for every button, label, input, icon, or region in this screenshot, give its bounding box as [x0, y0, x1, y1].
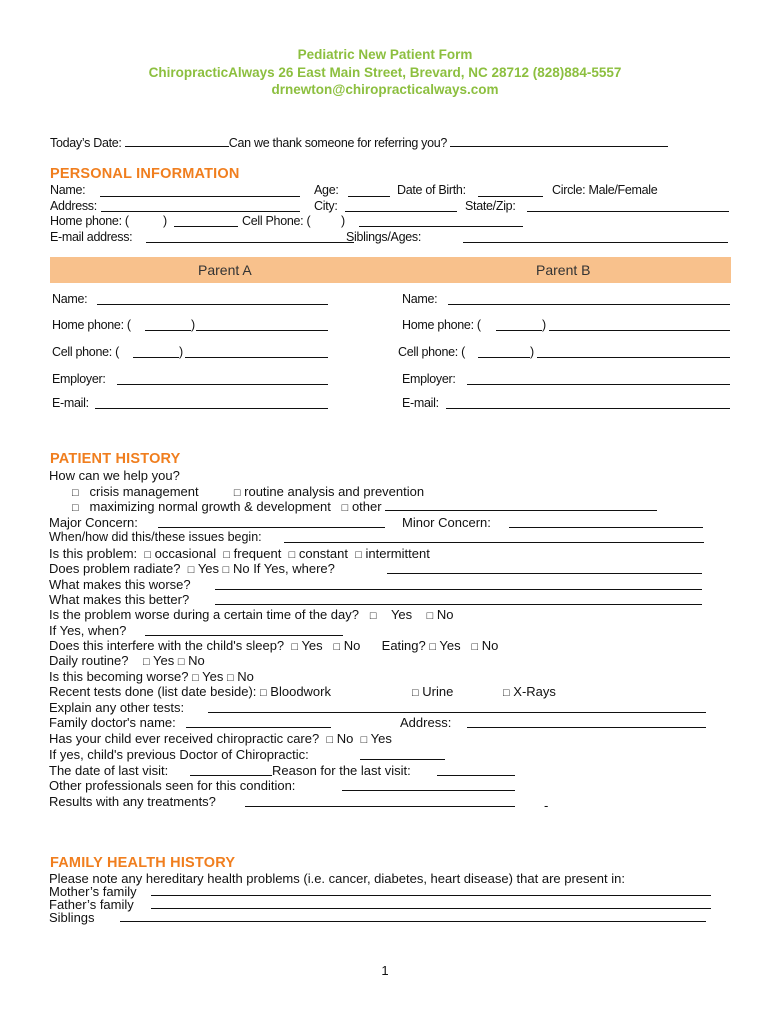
city-field[interactable] [345, 200, 457, 212]
parent-b-cell-area-field[interactable] [478, 346, 530, 358]
parent-a-employer-field[interactable] [117, 373, 328, 385]
parent-b-name-label: Name: [402, 292, 438, 306]
time-no-checkbox[interactable]: □ [426, 610, 434, 622]
worse-yes-label: Yes [202, 669, 224, 684]
todays-date-row [50, 135, 668, 150]
minor-concern-label: Minor Concern: [402, 515, 491, 530]
state-zip-field[interactable] [527, 200, 729, 212]
xrays-option [503, 684, 556, 701]
parent-b-name-field[interactable] [448, 293, 730, 305]
parent-b-home-phone-field[interactable] [549, 319, 730, 331]
state-zip-label: State/Zip: [465, 199, 516, 213]
home-phone-field[interactable] [174, 215, 238, 227]
parent-b-cell-phone-field[interactable] [537, 346, 730, 358]
other-field[interactable] [385, 499, 657, 511]
parent-a-home-area-field[interactable] [145, 319, 191, 331]
doctor-address-label: Address: [400, 715, 452, 730]
cell-phone-label: Cell Phone: ( [242, 214, 311, 228]
parent-a-cell-area-field[interactable] [133, 346, 179, 358]
dob-label: Date of Birth: [397, 183, 466, 197]
patient-history-heading: PATIENT HISTORY [50, 451, 181, 467]
last-visit-label: The date of last visit: [49, 763, 169, 778]
siblings-field[interactable] [463, 231, 728, 243]
address-field[interactable] [101, 200, 300, 212]
frequent-checkbox[interactable]: □ [223, 549, 230, 561]
time-of-day-label: Is the problem worse during a certain time of the day? [49, 607, 359, 622]
major-concern-field[interactable] [158, 516, 385, 528]
prev-doctor-label: If yes, child's previous Doctor of Chiropractic: [49, 747, 309, 762]
parent-a-home-phone-label: Home phone: ( [52, 318, 131, 332]
problem-label: Is this problem: [49, 546, 138, 561]
routine-label: routine analysis and prevention [244, 484, 425, 499]
worse-field[interactable] [215, 578, 702, 590]
todays-date-field[interactable] [125, 135, 229, 147]
parent-b-email-field[interactable] [446, 397, 730, 409]
mother-family-label: Mother’s family [49, 884, 137, 899]
referral-label: Can we thank someone for referring you? [228, 136, 448, 150]
parent-a-employer-label: Employer: [52, 372, 106, 386]
frequent-label: frequent [233, 546, 282, 561]
occasional-label: occasional [154, 546, 217, 561]
when-how-label: When/how did this/these issues begin: [49, 530, 262, 544]
chiro-yes-label: Yes [370, 731, 392, 746]
maximize-checkbox[interactable]: □ [72, 502, 79, 514]
parent-a-cell-close: ) [179, 345, 183, 359]
name-field[interactable] [100, 185, 300, 197]
other-pros-label: Other professionals seen for this condition: [49, 778, 296, 793]
parent-a-email-field[interactable] [95, 397, 328, 409]
major-concern-label: Major Concern: [49, 515, 138, 530]
xrays-label: X-Rays [513, 684, 556, 699]
parent-a-name-field[interactable] [97, 293, 328, 305]
clinic-email: drnewton@chiropracticalways.com [271, 82, 499, 97]
reason-field[interactable] [437, 764, 515, 776]
doctor-address-field[interactable] [467, 716, 706, 728]
other-label: other [351, 499, 382, 514]
parent-b-employer-field[interactable] [467, 373, 730, 385]
minor-concern-field[interactable] [509, 516, 703, 528]
routine-no-checkbox[interactable]: □ [177, 656, 185, 668]
radiate-yes-checkbox[interactable]: □ [187, 564, 195, 576]
siblings-family-label: Siblings [49, 910, 95, 925]
radiate-row [49, 561, 335, 578]
stray-dash: - [544, 798, 549, 813]
time-no-label: No [436, 607, 454, 622]
todays-date-label: Today’s Date: [50, 136, 122, 150]
family-history-heading: FAMILY HEALTH HISTORY [50, 855, 236, 871]
maximize-label: maximizing normal growth & development [89, 499, 331, 514]
cell-phone-field[interactable] [359, 215, 523, 227]
father-family-label: Father’s family [49, 897, 134, 912]
family-doctor-field[interactable] [186, 716, 331, 728]
parent-a-cell-phone-field[interactable] [185, 346, 328, 358]
page-number: 1 [381, 963, 389, 978]
urine-checkbox[interactable]: □ [412, 687, 419, 699]
explain-tests-field[interactable] [208, 701, 706, 713]
chiro-care-label: Has your child ever received chiropractic care? [49, 731, 320, 746]
tests-row [49, 684, 331, 701]
parent-a-label: Parent A [198, 262, 252, 278]
siblings-label: Siblings/Ages: [346, 230, 422, 244]
occasional-checkbox[interactable]: □ [144, 549, 152, 561]
help-label: How can we help you? [49, 468, 180, 483]
radiate-yes-label: Yes [197, 561, 220, 576]
home-phone-close: ) [163, 214, 167, 228]
time-yes-label: Yes [390, 607, 413, 622]
cell-phone-close: ) [341, 214, 345, 228]
parent-b-home-close: ) [542, 318, 546, 332]
worse-no-checkbox[interactable]: □ [226, 672, 234, 684]
parents-header-bar [50, 257, 731, 283]
home-phone-label: Home phone: ( [50, 214, 129, 228]
chiro-care-row [49, 731, 392, 748]
routine-row [49, 653, 205, 670]
parent-a-home-close: ) [191, 318, 195, 332]
parent-b-label: Parent B [536, 262, 591, 278]
age-label: Age: [314, 183, 339, 197]
parent-a-cell-phone-label: Cell phone: ( [52, 345, 119, 359]
prev-doctor-field[interactable] [360, 748, 445, 760]
becoming-worse-label: Is this becoming worse? [49, 669, 189, 684]
chiro-no-label: No [336, 731, 354, 746]
last-visit-field[interactable] [190, 764, 272, 776]
radiate-no-label: No [232, 561, 250, 576]
constant-checkbox[interactable]: □ [288, 549, 296, 561]
xrays-checkbox[interactable]: □ [503, 687, 510, 699]
eating-no-label: No [481, 638, 499, 653]
urine-option [412, 684, 453, 701]
parent-b-email-label: E-mail: [402, 396, 439, 410]
bloodwork-checkbox[interactable]: □ [260, 687, 267, 699]
referral-field[interactable] [450, 135, 668, 147]
eating-yes-label: Yes [439, 638, 461, 653]
if-yes-when-field[interactable] [145, 624, 343, 636]
name-label: Name: [50, 183, 86, 197]
crisis-label: crisis management [89, 484, 199, 499]
radiate-label: Does problem radiate? [49, 561, 181, 576]
if-yes-when-label: If Yes, when? [49, 623, 127, 638]
when-how-field[interactable] [284, 531, 704, 543]
routine-no-label: No [188, 653, 205, 668]
parent-a-home-phone-field[interactable] [196, 319, 328, 331]
family-note: Please note any hereditary health problems (i.e. cancer, diabetes, heart disease) that are present in: [49, 871, 625, 886]
help-options-row-2 [72, 499, 657, 516]
sleep-label: Does this interfere with the child's sleep? [49, 638, 285, 653]
routine-checkbox[interactable]: □ [233, 487, 241, 499]
eating-yes-checkbox[interactable]: □ [429, 641, 437, 653]
daily-routine-label: Daily routine? [49, 653, 129, 668]
eating-no-checkbox[interactable]: □ [471, 641, 479, 653]
parent-b-cell-phone-label: Cell phone: ( [398, 345, 465, 359]
parent-a-name-label: Name: [52, 292, 88, 306]
chiro-no-checkbox[interactable]: □ [326, 734, 334, 746]
better-field[interactable] [215, 593, 702, 605]
parent-b-cell-close: ) [530, 345, 534, 359]
tests-label: Recent tests done (list date beside): [49, 684, 257, 699]
parent-a-email-label: E-mail: [52, 396, 89, 410]
parent-b-home-area-field[interactable] [496, 319, 542, 331]
time-of-day-row [49, 607, 454, 624]
better-label: What makes this better? [49, 592, 190, 607]
gender-label: Circle: Male/Female [552, 183, 658, 197]
sleep-no-label: No [343, 638, 361, 653]
sleep-no-checkbox[interactable]: □ [333, 641, 341, 653]
address-label: Address: [50, 199, 97, 213]
worse-no-label: No [237, 669, 254, 684]
siblings-family-field[interactable] [120, 910, 706, 922]
age-field[interactable] [348, 185, 390, 197]
sleep-yes-label: Yes [301, 638, 323, 653]
city-label: City: [314, 199, 338, 213]
mother-family-field[interactable] [151, 884, 711, 896]
dob-field[interactable] [478, 185, 543, 197]
results-field[interactable] [245, 795, 515, 807]
other-checkbox[interactable]: □ [341, 502, 349, 514]
results-label: Results with any treatments? [49, 794, 216, 809]
parent-b-employer-label: Employer: [402, 372, 456, 386]
parent-b-home-phone-label: Home phone: ( [402, 318, 481, 332]
crisis-checkbox[interactable]: □ [72, 487, 79, 499]
bloodwork-label: Bloodwork [270, 684, 331, 699]
chiro-yes-checkbox[interactable]: □ [360, 734, 368, 746]
routine-yes-label: Yes [153, 653, 175, 668]
sleep-yes-checkbox[interactable]: □ [291, 641, 299, 653]
radiate-where-label: If Yes, where? [253, 561, 335, 576]
urine-label: Urine [422, 684, 454, 699]
worse-label: What makes this worse? [49, 577, 191, 592]
email-label: E-mail address: [50, 230, 133, 244]
routine-yes-checkbox[interactable]: □ [142, 656, 150, 668]
constant-label: constant [298, 546, 348, 561]
family-doctor-label: Family doctor's name: [49, 715, 176, 730]
other-pros-field[interactable] [342, 779, 515, 791]
reason-label: Reason for the last visit: [272, 763, 411, 778]
form-title: Pediatric New Patient Form [297, 47, 473, 62]
radiate-no-checkbox[interactable]: □ [222, 564, 230, 576]
explain-tests-label: Explain any other tests: [49, 700, 185, 715]
intermittent-label: intermittent [365, 546, 430, 561]
email-field[interactable] [146, 231, 354, 243]
time-yes-checkbox[interactable]: □ [369, 610, 377, 622]
worse-yes-checkbox[interactable]: □ [192, 672, 199, 684]
personal-info-heading: PERSONAL INFORMATION [50, 166, 240, 182]
eating-label: Eating? [381, 638, 426, 653]
radiate-where-field[interactable] [387, 562, 702, 574]
father-family-field[interactable] [151, 897, 711, 909]
intermittent-checkbox[interactable]: □ [355, 549, 362, 561]
clinic-address: ChiropracticAlways 26 East Main Street, Brevard, NC 28712 (828)884-5557 [148, 65, 622, 80]
